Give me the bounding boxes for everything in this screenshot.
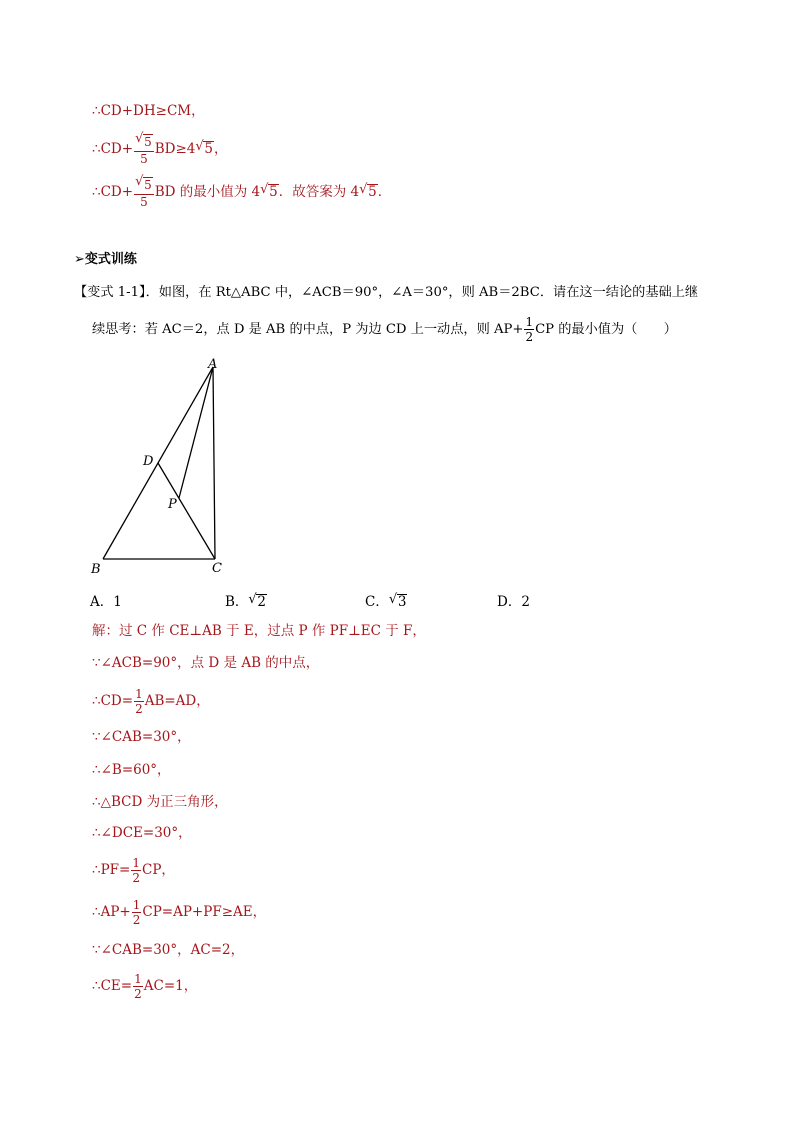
radicand: 5 xyxy=(368,184,377,200)
triangle-figure xyxy=(80,355,250,580)
option-d xyxy=(497,590,530,610)
solution-text: CP， xyxy=(142,862,175,878)
solution-text: CP=AP+PF≥AE， xyxy=(142,904,267,920)
step-text: ∴CD+DH≥CM， xyxy=(92,103,205,119)
solution-line-7 xyxy=(92,823,192,843)
step-text: ∴CD+ xyxy=(92,141,134,157)
solution-line-3 xyxy=(92,688,210,715)
sqrt: √ 5 xyxy=(135,174,152,192)
problem-text: 续思考：若 AC＝2，点 D 是 AB 的中点，P 为边 CD 上一动点，则 AP+ xyxy=(92,322,524,337)
radicand: 5 xyxy=(144,135,152,149)
solution-text: ∴△BCD 为正三角形， xyxy=(92,794,228,810)
denominator: 5 xyxy=(140,152,148,166)
option-a xyxy=(90,590,122,610)
option-b xyxy=(225,590,267,610)
fraction xyxy=(131,857,141,884)
solution-text: AB=AD， xyxy=(144,693,210,709)
solution-line-10 xyxy=(92,940,244,960)
label-d: D xyxy=(143,454,154,469)
sqrt: √ 5 xyxy=(359,182,377,200)
solution-text: ∴PF= xyxy=(92,862,131,878)
section-header xyxy=(74,250,137,270)
numerator: 1 xyxy=(525,315,534,329)
denominator: 2 xyxy=(135,702,143,716)
arrow-marker-icon: ➢ xyxy=(74,252,85,267)
solution-text: ∵∠CAB=30°， xyxy=(92,729,191,745)
solution-line-4 xyxy=(92,727,191,747)
radicand: 5 xyxy=(269,184,278,200)
solution-line-2 xyxy=(92,653,319,673)
option-c xyxy=(365,590,407,610)
step-text: ．故答案为 4 xyxy=(278,184,360,200)
solution-text: ∵∠CAB=30°，AC=2， xyxy=(92,942,245,958)
option-text: C． xyxy=(365,594,389,610)
solution-line-6 xyxy=(92,792,228,812)
solution-text: ∴CE= xyxy=(92,978,133,994)
solution-text: ∴AP+ xyxy=(92,904,131,920)
sqrt: √ 5 xyxy=(135,131,152,149)
numerator: 1 xyxy=(134,972,142,986)
label-b: B xyxy=(91,562,101,577)
radicand: 5 xyxy=(144,178,152,192)
solution-text: ∴∠B=60°， xyxy=(92,762,171,778)
denominator: 2 xyxy=(132,871,140,885)
solution-text: ∴CD= xyxy=(92,693,134,709)
denominator: 5 xyxy=(140,195,148,209)
solution-line-9 xyxy=(92,899,266,926)
denominator: 2 xyxy=(132,913,141,927)
radicand: 2 xyxy=(257,594,267,610)
denominator: 2 xyxy=(134,987,142,1001)
problem-text: 【变式 1-1】．如图，在 Rt△ABC 中，∠ACB＝90°，∠A＝30°，则 AB＝2BC．请在这一结论的基础上继 xyxy=(74,285,699,300)
step-text: BD 的最小值为 4 xyxy=(154,184,261,200)
option-text: A．1 xyxy=(90,594,122,610)
option-text: D．2 xyxy=(497,594,530,610)
label-c: C xyxy=(212,561,222,576)
fraction xyxy=(132,899,142,926)
label-a: A xyxy=(208,357,218,372)
problem-line-1 xyxy=(74,283,698,303)
radicand: 5 xyxy=(204,141,213,157)
label-p: P xyxy=(168,497,177,512)
numerator: 1 xyxy=(135,687,143,701)
solution-text: ∵∠ACB=90°，点 D 是 AB 的中点， xyxy=(92,655,320,671)
step-cd-dh xyxy=(92,101,205,121)
fraction xyxy=(134,174,154,209)
solution-text: ∴∠DCE=30°， xyxy=(92,825,192,841)
step-text: BD≥4 xyxy=(154,141,196,157)
solution-line-1 xyxy=(92,621,426,641)
step-answer xyxy=(92,174,392,209)
segment-ac xyxy=(213,367,215,559)
fraction xyxy=(524,316,534,343)
solution-line-8 xyxy=(92,857,175,884)
solution-text: AC=1， xyxy=(143,978,198,994)
step-inequality xyxy=(92,131,228,166)
sqrt: √ 5 xyxy=(195,139,213,157)
fraction xyxy=(134,131,154,166)
numerator: 1 xyxy=(132,898,141,912)
fraction xyxy=(133,973,143,1000)
segment-ap xyxy=(179,367,213,498)
fraction xyxy=(134,688,144,715)
solution-line-5 xyxy=(92,760,171,780)
option-text: B． xyxy=(225,594,249,610)
sqrt: √ 5 xyxy=(260,182,278,200)
sqrt: √ 2 xyxy=(248,592,267,610)
section-title: 变式训练 xyxy=(84,252,137,267)
solution-line-11 xyxy=(92,973,197,1000)
step-text: ． xyxy=(377,184,392,200)
denominator: 2 xyxy=(525,330,534,344)
step-text: ， xyxy=(213,141,228,157)
numerator: 1 xyxy=(132,856,140,870)
problem-line-2 xyxy=(92,316,677,343)
sqrt: √ 3 xyxy=(388,592,407,610)
step-text: ∴CD+ xyxy=(92,184,134,200)
radicand: 3 xyxy=(397,594,407,610)
problem-text: CP 的最小值为（ ） xyxy=(535,322,677,337)
solution-text: 解：过 C 作 CE⊥AB 于 E，过点 P 作 PF⊥EC 于 F， xyxy=(92,623,426,639)
segment-cd xyxy=(158,463,215,559)
